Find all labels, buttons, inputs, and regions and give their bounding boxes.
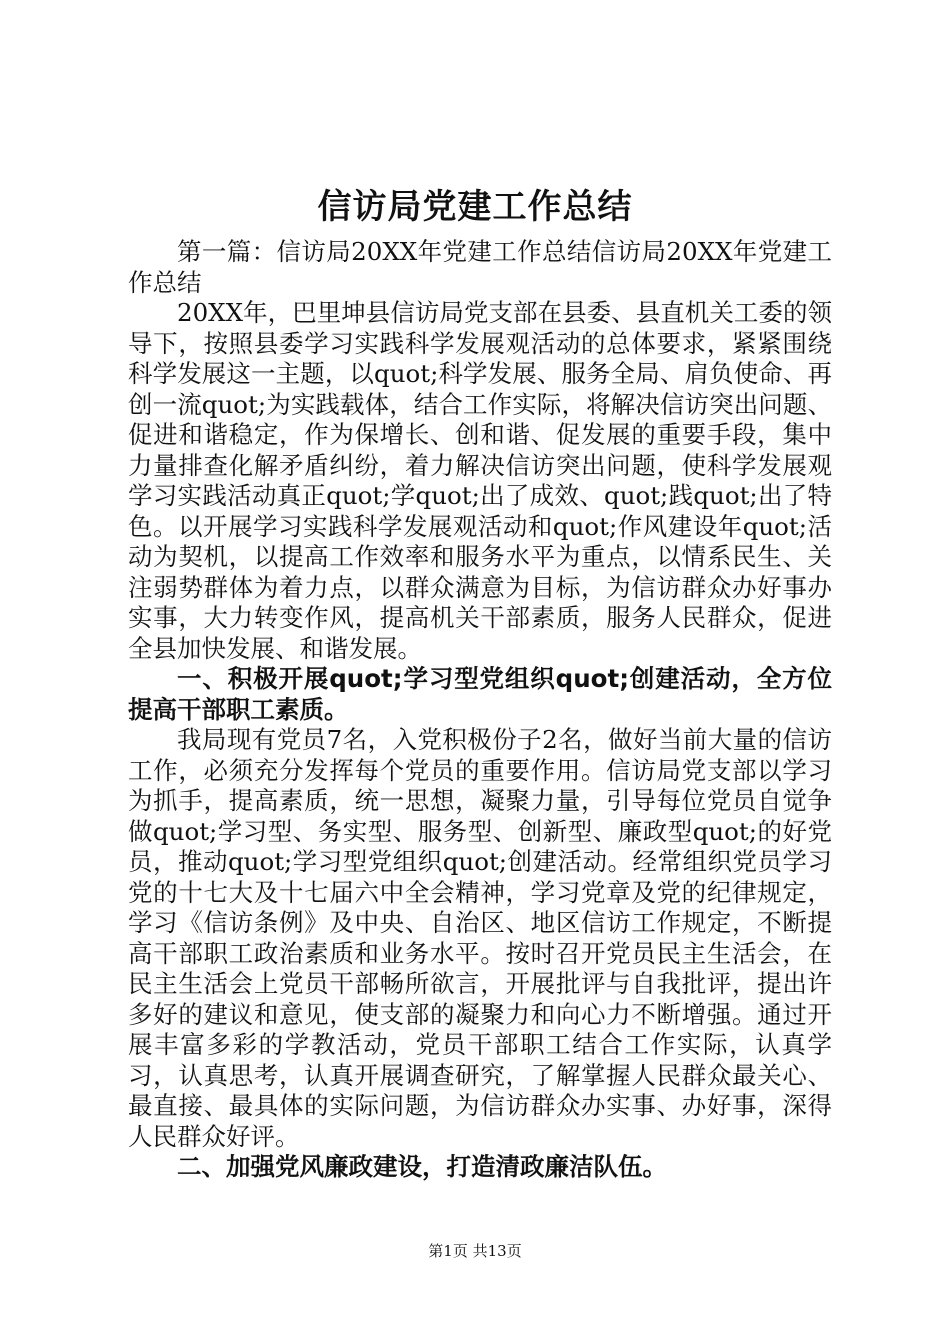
document-body [128,237,832,1183]
section-heading-2: 二、加强党风廉政建设，打造清政廉洁队伍。 [177,1152,667,1181]
paragraph-section-1: 我局现有党员7名，入党积极份子2名，做好当前大量的信访工作，必须充分发挥每个党员的重要作用。信访局党支部以学习为抓手，提高素质，统一思想，凝聚力量，引导每位党员自觉争做quot;学习型、务实型、服务型、创新型、廉政型quot;的好党员，推动quot;学习型党组织quot;创建活动。经常组织党员学习党的十七大及十七届六中全会精神，学习党章及党的纪律规定，学习《信访条例》及中央、自治区、地区信访工作规定，不断提高干部职工政治素质和业务水平。按时召开党员民主生活会，在民主生活会上党员干部畅所欲言，开展批评与自我批评，提出许多好的建议和意见，使支部的凝聚力和向心力不断增强。通过开展丰富多彩的学教活动，党员干部职工结合工作实际，认真学习，认真思考，认真开展调查研究，了解掌握人民群众最关心、最直接、最具体的实际问题，为信访群众办实事、办好事，深得人民群众好评。 [128,725,832,1151]
section-heading-1: 一、积极开展quot;学习型党组织quot;创建活动，全方位提高干部职工素质。 [128,664,832,724]
paragraph-intro: 第一篇：信访局20XX年党建工作总结信访局20XX年党建工作总结 [128,237,832,297]
paragraph-overview: 20XX年，巴里坤县信访局党支部在县委、县直机关工委的领导下，按照县委学习实践科学发展观活动的总体要求，紧紧围绕科学发展这一主题，以quot;科学发展、服务全局、肩负使命、再创一流quot;为实践载体，结合工作实际，将解决信访突出问题、促进和谐稳定，作为保增长、创和谐、促发展的重要手段，集中力量排查化解矛盾纠纷，着力解决信访突出问题，使科学发展观学习实践活动真正quot;学quot;出了成效、quot;践quot;出了特色。以开展学习实践科学发展观活动和quot;作风建设年quot;活动为契机，以提高工作效率和服务水平为重点，以情系民生、关注弱势群体为着力点，以群众满意为目标，为信访群众办好事办实事，大力转变作风，提高机关干部素质，服务人民群众，促进全县加快发展、和谐发展。 [128,298,832,663]
document-title: 信访局党建工作总结 [317,187,633,227]
page-footer: 第1页 共13页 [428,1242,522,1260]
